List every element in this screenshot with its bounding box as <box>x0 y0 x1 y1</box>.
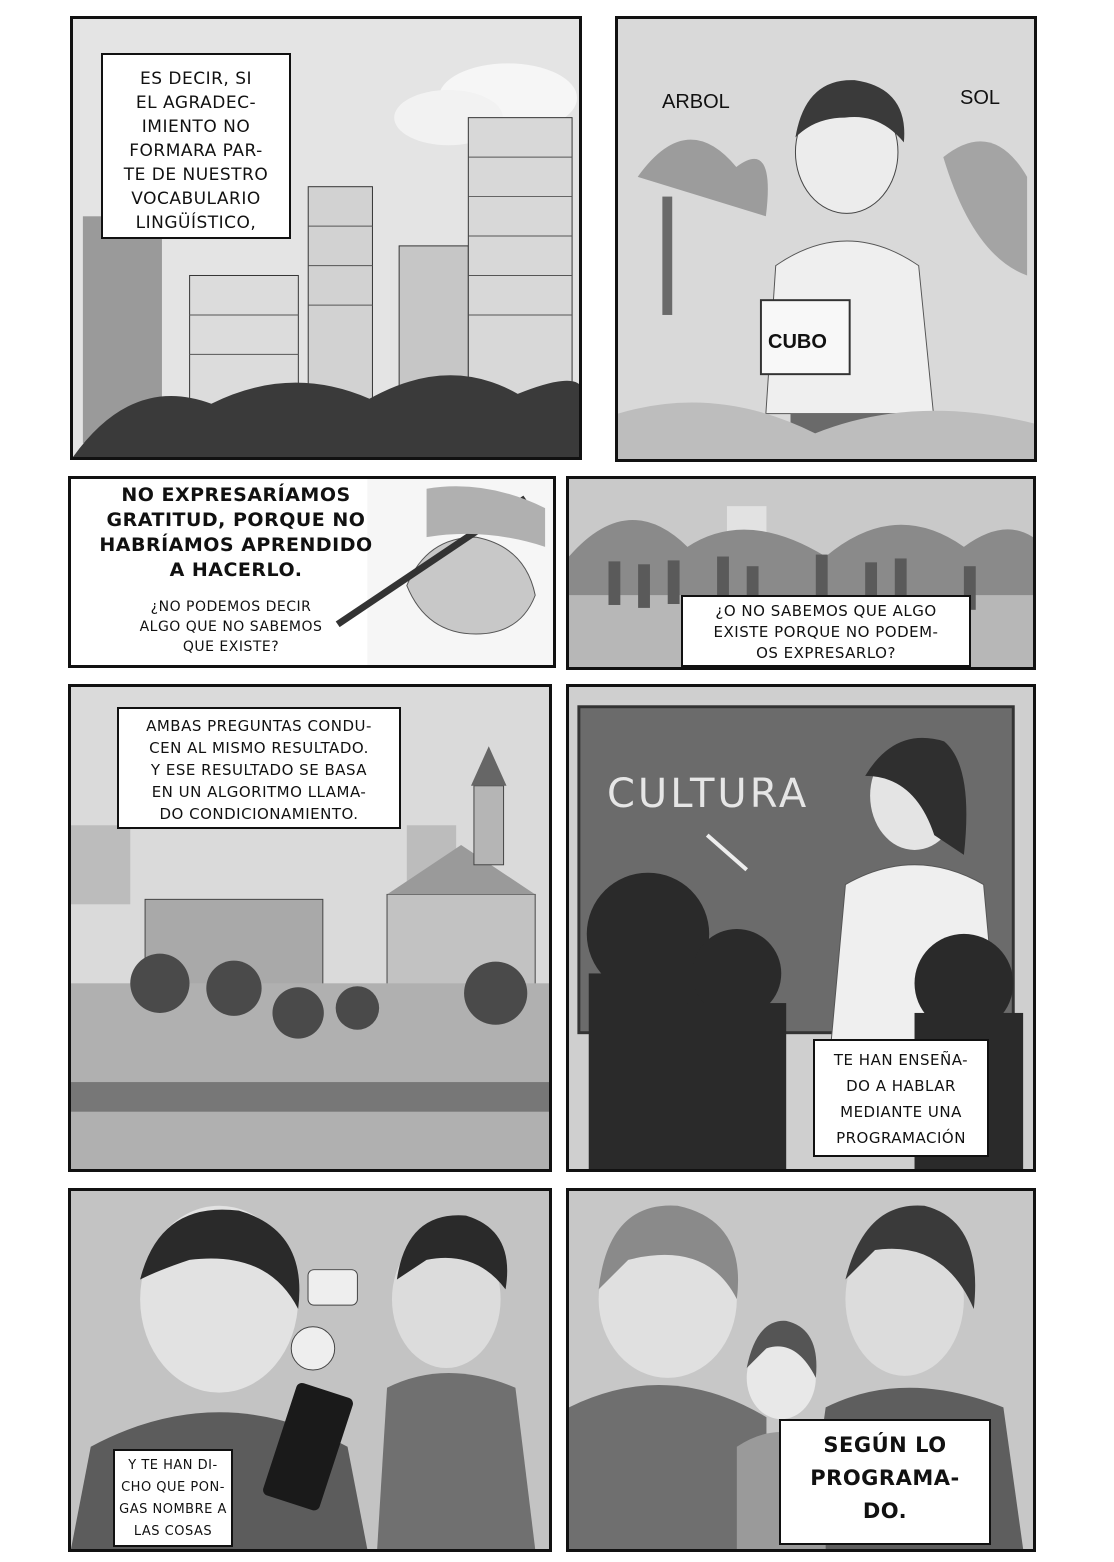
panel-classroom <box>566 684 1036 1172</box>
panel-city <box>70 16 582 460</box>
panel-park-crowd <box>566 476 1036 670</box>
panel-schoolyard <box>68 684 552 1172</box>
panel-phone <box>68 1188 552 1552</box>
caption-city: ES DECIR, SI EL AGRADEC- IMIENTO NO FORMARA PAR- TE DE NUESTRO VOCABULARIO LINGÜÍSTICO, <box>101 53 291 239</box>
caption-classroom: TE HAN ENSEÑA- DO A HABLAR MEDIANTE UNA PROGRAMACIÓN <box>813 1039 989 1157</box>
child-illustration <box>618 19 1034 459</box>
panel-family <box>566 1188 1036 1552</box>
label-cubo: CUBO <box>768 331 827 353</box>
caption-main: NO EXPRESARÍAMOS GRATITUD, PORQUE NO HABRÍAMOS APRENDIDO A HACERLO. <box>99 484 373 581</box>
caption-question: ¿NO PODEMOS DECIR ALGO QUE NO SABEMOS QUE EXISTE? <box>139 599 323 655</box>
caption-park: ¿O NO SABEMOS QUE ALGO EXISTE PORQUE NO PODEM- OS EXPRESARLO? <box>681 595 971 667</box>
label-arbol: ARBOL <box>662 91 730 113</box>
caption-phone: Y TE HAN DI- CHO QUE PON- GAS NOMBRE A LAS COSAS <box>113 1449 233 1547</box>
panel-child-cube <box>615 16 1037 462</box>
label-sol: SOL <box>960 87 1001 109</box>
board-word: CULTURA <box>607 771 810 817</box>
caption-family: SEGÚN LO PROGRAMA- DO. <box>779 1419 991 1545</box>
panel-writing-hand <box>68 476 556 668</box>
caption-school: AMBAS PREGUNTAS CONDU- CEN AL MISMO RESULTADO. Y ESE RESULTADO SE BASA EN UN ALGORITMO LLAMA- DO CONDICIONAMIENTO. <box>117 707 401 829</box>
